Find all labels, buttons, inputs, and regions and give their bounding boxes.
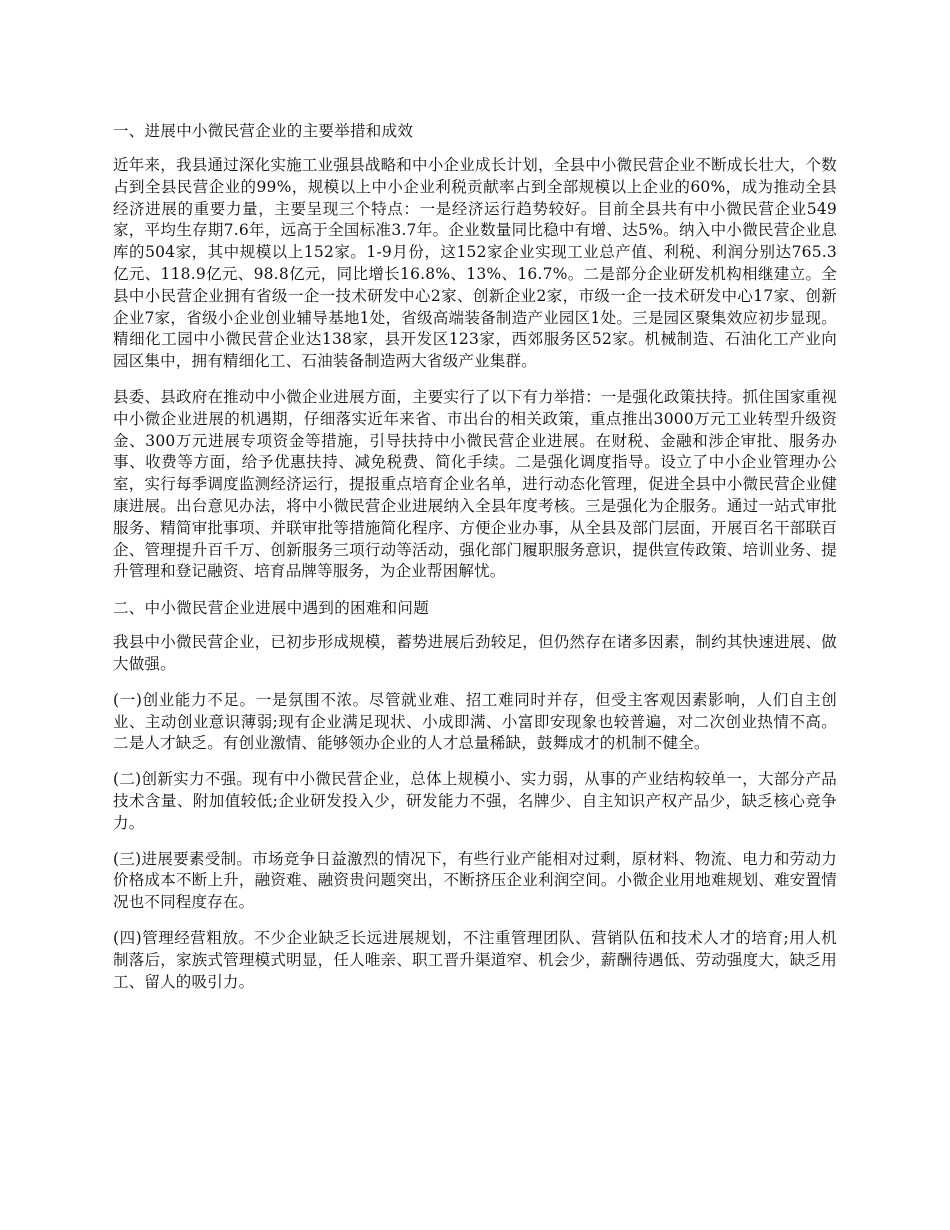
section1-heading: 一、进展中小微民营企业的主要举措和成效 — [113, 122, 414, 140]
section1-paragraph-1: 近年来，我县通过深化实施工业强县战略和中小企业成长计划，全县中小微民营企业不断成长壮大，个数占到全县民营企业的99%，规模以上中小企业利税贡献率占到全部规模以上企业的60%，成为推动全县经济进展的重要力量，主要呈现三个特点：一是经济运行趋势较好。目前全县共有中小微民营企业549家，平均生存期7.6年，远高于全国标准3.7年。企业数量同比稳中有增、达5%。纳入中小微民营企业息库的504家，其中规模以上152家。1-9月份，这152家企业实现工业总产值、利税、利润分别达765.3亿元、118.9亿元、98.8亿元，同比增长16.8%、13%、16.7%。二是部分企业研发机构相继建立。全县中小民营企业拥有省级一企一技术研发中心2家、创新企业2家，市级一企一技术研发中心17家、创新企业7家，省级小企业创业辅导基地1处，省级高端装备制造产业园区1处。三是园区聚集效应初步显现。精细化工园中小微民营企业达138家，县开发区123家，西郊服务区52家。机械制造、石油化工产业向园区集中，拥有精细化工、石油装备制造两大省级产业集群。 — [113, 156, 837, 371]
section2-item-3: (三)进展要素受制。市场竞争日益激烈的情况下，有些行业产能相对过剩，原材料、物流、电力和劳动力价格成本不断上升，融资难、融资贵问题突出，不断挤压企业利润空间。小微企业用地难规划、难安置情况也不同程度存在。 — [113, 849, 837, 912]
section2-item-1: (一)创业能力不足。一是氛围不浓。尽管就业难、招工难同时并存，但受主客观因素影响，人们自主创业、主动创业意识薄弱;现有企业满足现状、小成即满、小富即安现象也较普遍，对二次创业热情不高。二是人才缺乏。有创业激情、能够领办企业的人才总量稀缺，鼓舞成才的机制不健全。 — [113, 690, 837, 753]
section2-item-2: (二)创新实力不强。现有中小微民营企业，总体上规模小、实力弱，从事的产业结构较单一，大部分产品技术含量、附加值较低;企业研发投入少，研发能力不强，名牌少、自主知识产权产品少，缺乏核心竞争力。 — [113, 770, 837, 832]
section2-intro: 我县中小微民营企业，已初步形成规模，蓄势进展后劲较足，但仍然存在诸多因素，制约其快速进展、做大做强。 — [113, 633, 837, 673]
document-page — [113, 120, 837, 1007]
section2-item-4: (四)管理经营粗放。不少企业缺乏长远进展规划，不注重管理团队、营销队伍和技术人才的培育;用人机制落后，家族式管理模式明显，任人唯亲、职工晋升渠道窄、机会少，薪酬待遇低、劳动强度大，缺乏用工、留人的吸引力。 — [113, 928, 837, 991]
section2-heading: 二、中小微民营企业进展中遇到的困难和问题 — [113, 599, 430, 618]
section1-paragraph-2: 县委、县政府在推动中小微企业进展方面，主要实行了以下有力举措：一是强化政策扶持。抓住国家重视中小微企业进展的机遇期，仔细落实近年来省、市出台的相关政策，重点推出3000万元工业转型升级资金、300万元进展专项资金等措施，引导扶持中小微民营企业进展。在财税、金融和涉企审批、服务办事、收费等方面，给予优惠扶持、减免税费、简化手续。二是强化调度指导。设立了中小企业管理办公室，实行每季调度监测经济运行，提报重点培育企业名单，进行动态化管理，促进全县中小微民营企业健康进展。出台意见办法，将中小微民营企业进展纳入全县年度考核。三是强化为企服务。通过一站式审批服务、精简审批事项、并联审批等措施简化程序、方便企业办事，从全县及部门层面，开展百名干部联百企、管理提升百千万、创新服务三项行动等活动，强化部门履职服务意识，提供宣传政策、培训业务、提升管理和登记融资、培育品牌等服务，为企业帮困解忧。 — [113, 387, 837, 581]
